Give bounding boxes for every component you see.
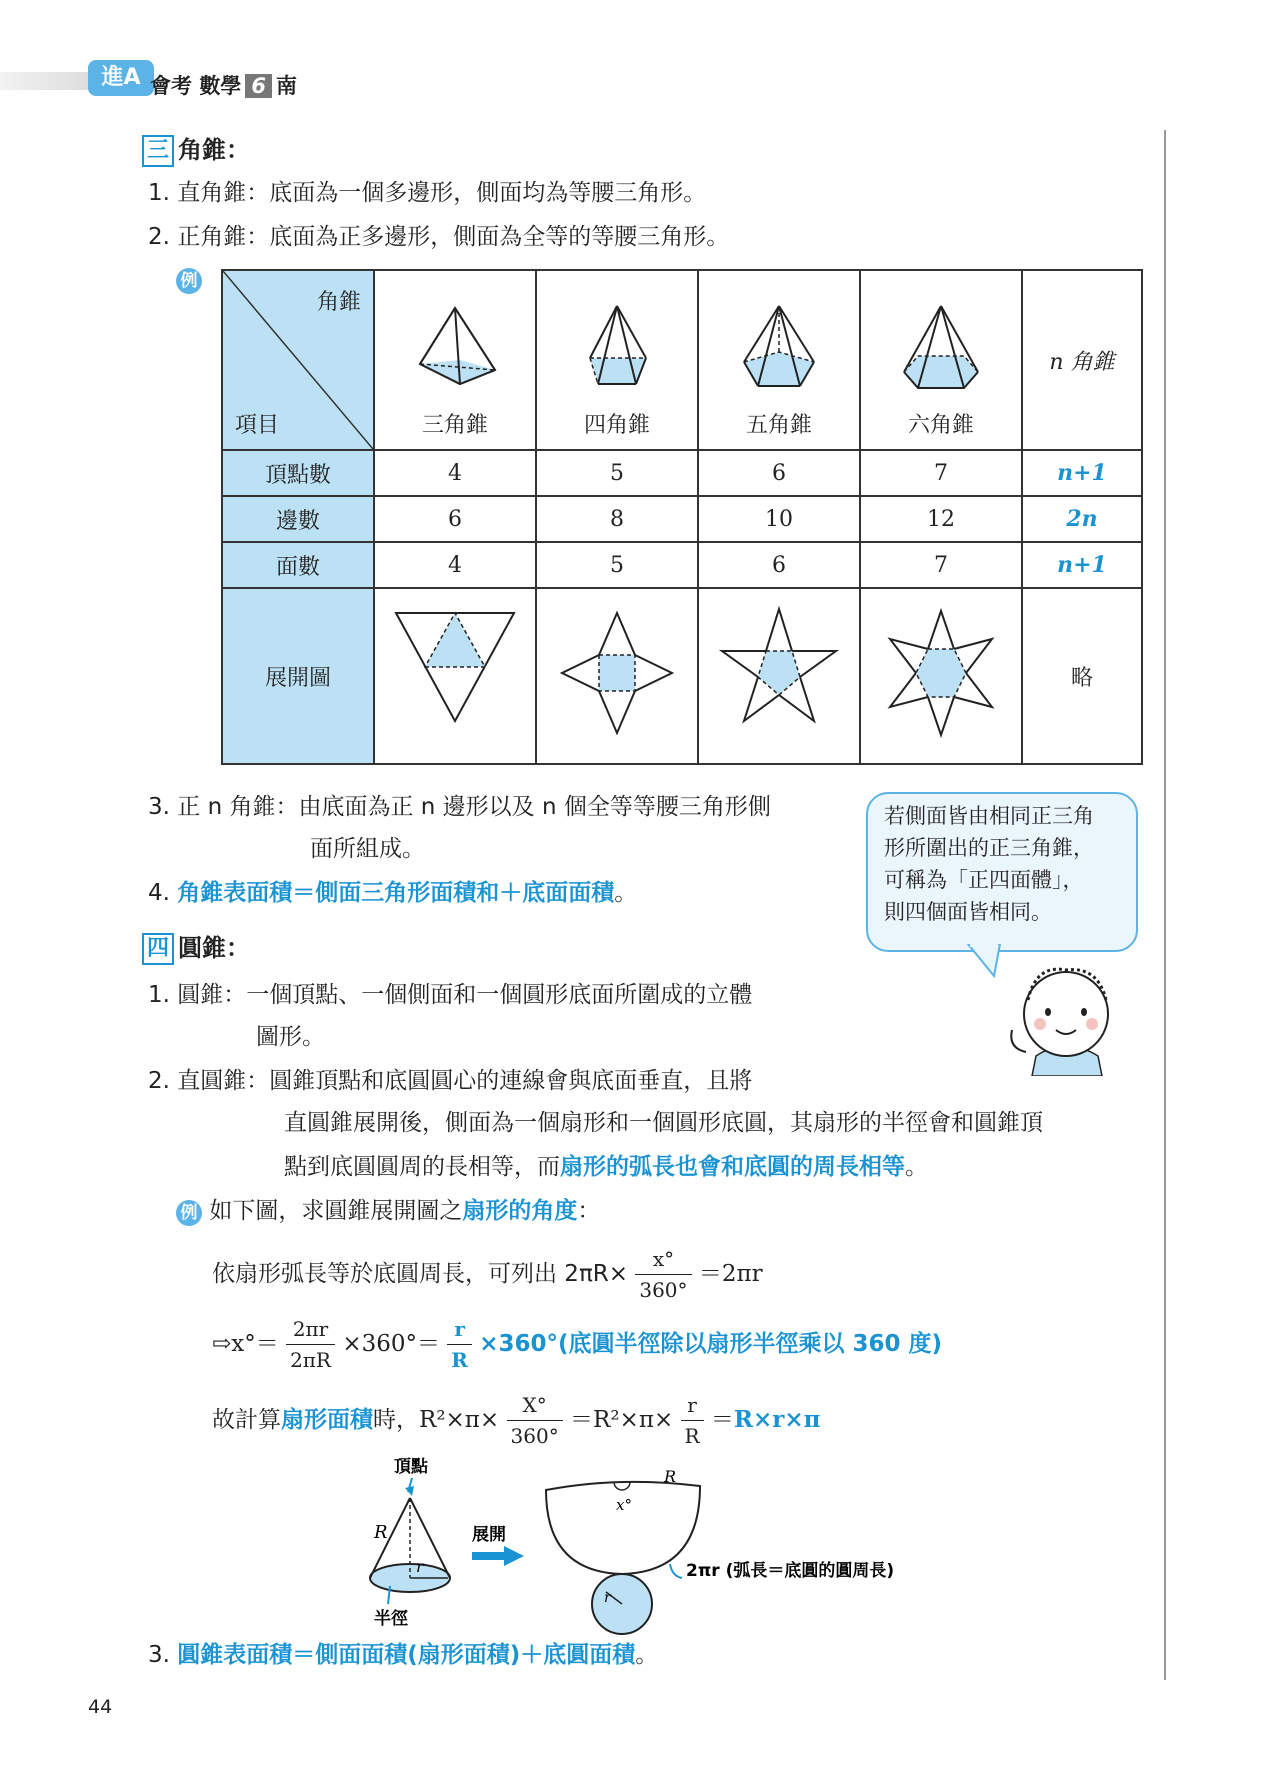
formula-2: ⇨x°＝ $\frac{2\pi r}{2\pi R}$ ×360°＝ $\frac{r}{R}$ ×360°(底圓半徑除以扇形半徑乘以 360 度) xyxy=(212,1314,942,1375)
table-cell: 7 xyxy=(860,450,1022,496)
row-label-edges: 邊數 xyxy=(222,496,374,542)
triangular-pyramid-icon xyxy=(400,302,510,402)
formula-3: 故計算扇形面積時，R²×π× $\frac{X^\circ}{360^\circ}$ ＝R²×π× $\frac{r}{R}$ ＝R×r×π xyxy=(212,1390,821,1451)
radius-label: 半徑 xyxy=(374,1609,408,1629)
table-cell: 4 xyxy=(374,542,536,588)
unfold-label: 展開 xyxy=(472,1525,506,1545)
table-corner-header xyxy=(222,270,374,450)
series-label: 會考 xyxy=(150,74,192,98)
section-badge: 四 xyxy=(142,933,174,965)
table-cell: 5 xyxy=(536,542,698,588)
cone-item-2-cont2: 點到底圓圓周的長相等，而扇形的弧長也會和底圓的周長相等。 xyxy=(284,1154,928,1180)
table-cell: 7 xyxy=(860,542,1022,588)
header-item: 項目 xyxy=(235,413,280,438)
grade-label: 6 xyxy=(245,74,272,98)
radius-small-label: r xyxy=(416,1557,424,1576)
slant-label: R xyxy=(374,1522,388,1543)
section-badge: 三 xyxy=(142,135,174,167)
table-cell: 8 xyxy=(536,496,698,542)
pyramid-item-3-cont: 面所組成。 xyxy=(310,836,425,862)
net-hexagonal xyxy=(860,588,1022,764)
base-radius-label: r xyxy=(604,1590,611,1606)
table-cell: 6 xyxy=(374,496,536,542)
cone-item-1: 1. 圓錐：一個頂點、一個側面和一個圓形底面所圍成的立體 xyxy=(148,982,753,1008)
net-n: 略 xyxy=(1022,588,1142,764)
cone-item-2: 2. 直圓錐：圓錐頂點和底圓圓心的連線會與底面垂直，且將 xyxy=(148,1068,753,1094)
pyramid-item-1: 1. 直角錐：底面為一個多邊形，側面均為等腰三角形。 xyxy=(148,180,707,206)
col-square: 四角錐 xyxy=(536,270,698,450)
table-cell: 6 xyxy=(698,450,860,496)
sector-radius-label: R xyxy=(664,1467,677,1486)
row-label-vertices: 頂點數 xyxy=(222,450,374,496)
table-cell: 5 xyxy=(536,450,698,496)
edition-label: 南 xyxy=(275,74,297,98)
net-square xyxy=(536,588,698,764)
cone-item-1-cont: 圖形。 xyxy=(256,1024,325,1050)
table-cell: 4 xyxy=(374,450,536,496)
col-hexagonal: 六角錐 xyxy=(860,270,1022,450)
table-cell-n: n+1 xyxy=(1022,542,1142,588)
col-n-pyramid: n 角錐 xyxy=(1022,270,1142,450)
pyramid-item-4: 4. 角錐表面積＝側面三角形面積和＋底面面積。 xyxy=(148,880,638,906)
header-title xyxy=(150,70,297,100)
arc-label: 2πr (弧長＝底圓的圓周長) xyxy=(686,1561,895,1581)
section-heading-pyramid: 三 角錐： xyxy=(142,130,250,167)
table-cell: 10 xyxy=(698,496,860,542)
net-triangular xyxy=(374,588,536,764)
section-heading-cone: 四 圓錐： xyxy=(142,928,250,965)
triangular-net-icon xyxy=(390,603,520,743)
table-cell-n: 2n xyxy=(1022,496,1142,542)
apex-label: 頂點 xyxy=(394,1457,428,1477)
brand-logo: 進A xyxy=(88,60,154,96)
pyramid-item-2: 2. 正角錐：底面為正多邊形，側面為全等的等腰三角形。 xyxy=(148,224,730,250)
table-cell: 6 xyxy=(698,542,860,588)
col-triangular: 三角錐 xyxy=(374,270,536,450)
example-badge: 例 xyxy=(176,268,202,294)
hexagonal-net-icon xyxy=(876,603,1006,743)
table-cell: 12 xyxy=(860,496,1022,542)
col-pentagonal: 五角錐 xyxy=(698,270,860,450)
cone-diagram xyxy=(360,1452,940,1652)
page-number: 44 xyxy=(88,1696,113,1718)
angle-label: x° xyxy=(616,1496,632,1514)
bubble-text: 若側面皆由相同正三角 形所圍出的正三角錐， 可稱為「正四面體」， 則四個面皆相同。 xyxy=(884,804,1094,924)
table-cell-n: n+1 xyxy=(1022,450,1142,496)
net-pentagonal xyxy=(698,588,860,764)
header-pyramid: 角錐 xyxy=(316,290,361,315)
square-net-icon xyxy=(552,603,682,743)
margin-rule xyxy=(1164,130,1166,1680)
cone-item-2-cont: 直圓錐展開後，側面為一個扇形和一個圓形底圓，其扇形的半徑會和圓錐頂 xyxy=(284,1110,1043,1136)
pyramid-item-3: 3. 正 n 角錐：由底面為正 n 邊形以及 n 個全等等腰三角形側 xyxy=(148,794,771,820)
child-mascot-icon xyxy=(1006,956,1126,1076)
pentagonal-net-icon xyxy=(714,603,844,743)
pentagonal-pyramid-icon xyxy=(724,302,834,402)
pyramid-table xyxy=(221,269,1143,765)
subject-label: 數學 xyxy=(199,74,242,98)
cone-item-3: 3. 圓錐表面積＝側面面積(扇形面積)＋底圓面積。 xyxy=(148,1642,659,1668)
bubble-tail xyxy=(966,944,1006,978)
formula-1: 依扇形弧長等於底圓周長，可列出 2πR× $\frac{x^\circ}{360^\circ}$ ＝2πr xyxy=(212,1244,763,1305)
cone-example: 例 如下圖，求圓錐展開圖之扇形的角度： xyxy=(176,1196,600,1226)
square-pyramid-icon xyxy=(562,302,672,402)
row-label-net: 展開圖 xyxy=(222,588,374,764)
row-label-faces: 面數 xyxy=(222,542,374,588)
hexagonal-pyramid-icon xyxy=(886,302,996,402)
